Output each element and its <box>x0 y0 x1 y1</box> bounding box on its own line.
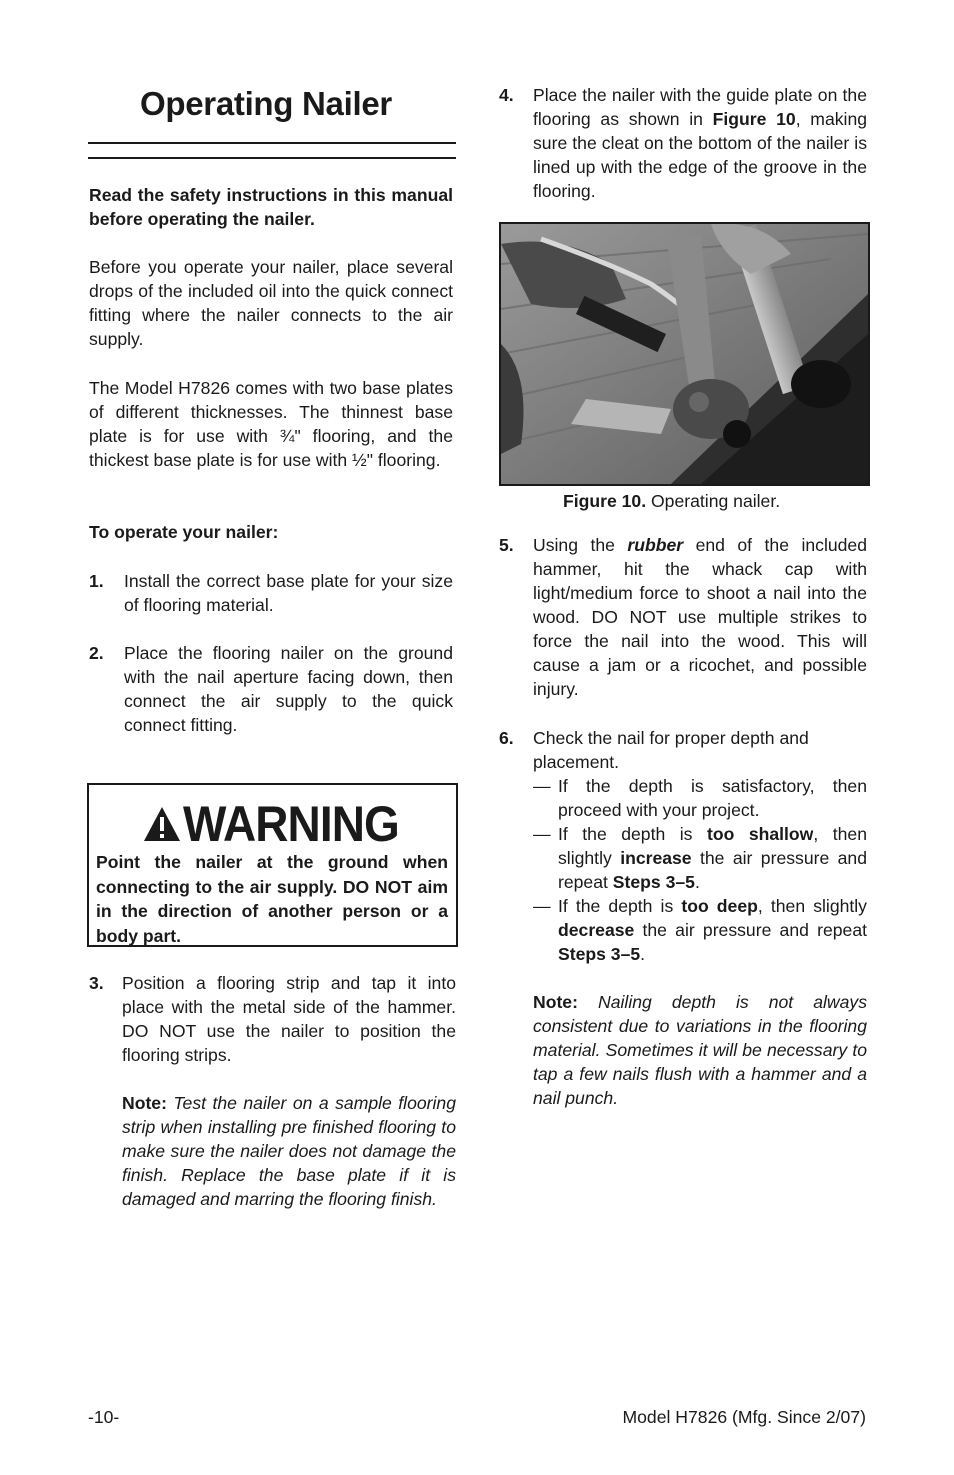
figure-caption-text: Operating nailer. <box>651 491 781 511</box>
warning-word: WARNING <box>183 796 399 852</box>
warning-box <box>87 783 458 947</box>
step-text: Install the correct base plate for your size of flooring material. <box>124 571 453 615</box>
dash-text-part: , then slightly <box>558 824 867 868</box>
step-3-note <box>122 1091 456 1211</box>
figure-10-photo <box>499 222 870 486</box>
too-deep-emphasis: too deep <box>681 896 758 916</box>
step-3 <box>89 971 456 1071</box>
increase-emphasis: increase <box>620 848 692 868</box>
emphasis-rubber: rubber <box>627 535 684 555</box>
step-text-part: end of the included hammer, hit the whack cap with light/medium force to shoot a nail into the wood. DO NOT use multiple strikes to force the nail into the wood. This will cause a jam or a ricochet, and possible injury. <box>533 535 867 699</box>
step-text-part: Using the <box>533 535 628 555</box>
warning-triangle-icon <box>143 806 181 842</box>
dash-text <box>558 822 867 894</box>
dash-text-part: If the depth is <box>558 824 707 844</box>
step-4 <box>499 83 867 208</box>
step-text <box>533 533 867 701</box>
warning-text: Point the nailer at the ground when connecting to the air supply. DO NOT aim in the direction of another person or a body part. <box>96 852 448 946</box>
depth-satisfactory-line <box>533 774 867 824</box>
decrease-emphasis: decrease <box>558 920 635 940</box>
dash-text-part: , then slightly <box>757 896 867 916</box>
warning-header <box>143 795 418 853</box>
figure-reference: Figure 10 <box>712 109 796 129</box>
dash-marker: — <box>533 824 551 844</box>
dash-marker: — <box>533 896 551 916</box>
step-number: 3. <box>89 973 104 993</box>
step-6 <box>499 726 867 776</box>
dash-text: If the depth is satisfactory, then proceed with your project. <box>558 776 867 820</box>
step-number: 1. <box>89 571 104 591</box>
dash-text-part: . <box>694 872 700 892</box>
step-5 <box>499 533 867 703</box>
baseplates-paragraph: The Model H7826 comes with two base plates of different thicknesses. The thinnest base plate is for use with ¾" flooring, and the thickest base plate is for use with ½" flooring. <box>89 378 453 470</box>
dash-text-part: the air pressure and repeat <box>558 848 867 892</box>
too-shallow-emphasis: too shallow <box>706 824 814 844</box>
note-body: Test the nailer on a sample flooring strip when installing pre finished flooring to make sure the nailer does not damage the finish. Replace the base plate if it is damaged and marring the flooring finish. <box>122 1093 456 1209</box>
step-number: 4. <box>499 85 514 105</box>
step-text: Place the flooring nailer on the ground with the nail aperture facing down, then connect the air supply to the quick connect fitting. <box>124 643 453 735</box>
note-label: Note: <box>533 992 578 1012</box>
step-number: 6. <box>499 728 514 748</box>
step-text: Position a flooring strip and tap it into place with the metal side of the hammer. DO NOT use the nailer to position the flooring strips. <box>122 973 456 1065</box>
depth-too-deep-line <box>533 894 867 969</box>
figure-caption <box>563 489 780 513</box>
step-2 <box>89 641 453 741</box>
title-rule-top <box>88 142 456 144</box>
dash-text-part: If the depth is <box>558 896 682 916</box>
step-text-part: , making sure the cleat on the bottom of the nailer is lined up with the edge of the groove in the flooring. <box>533 109 868 201</box>
dash-marker: — <box>533 776 551 796</box>
page-number: -10- <box>88 1407 120 1427</box>
step-number: 2. <box>89 643 104 663</box>
dash-text <box>558 894 867 966</box>
step-text: Check the nail for proper depth and placement. <box>533 728 809 772</box>
to-operate-heading: To operate your nailer: <box>89 522 279 542</box>
step-text-part: Place the nailer with the guide plate on the flooring as shown in <box>533 85 867 129</box>
depth-too-shallow-line <box>533 822 867 897</box>
steps-reference: Steps 3–5 <box>612 872 695 892</box>
page-title: Operating Nailer <box>140 85 392 122</box>
step-text <box>533 83 867 203</box>
step-number: 5. <box>499 535 514 555</box>
note-label: Note: <box>122 1093 167 1113</box>
dash-text-part: . <box>640 944 646 964</box>
dash-text-part: the air pressure and repeat <box>634 920 867 940</box>
title-rule-bottom <box>88 157 456 159</box>
safety-intro: Read the safety instructions in this manual before operating the nailer. <box>89 185 453 229</box>
figure-label: Figure 10. <box>563 491 647 511</box>
step-1 <box>89 569 453 619</box>
operating-nailer-image <box>501 224 868 484</box>
steps-reference: Steps 3–5 <box>558 944 641 964</box>
oil-paragraph: Before you operate your nailer, place several drops of the included oil into the quick connect fitting where the nailer connects to the air supply. <box>89 257 453 349</box>
step-6-note <box>533 990 867 1110</box>
note-body: Nailing depth is not always consistent due to variations in the flooring material. Sometimes it will be necessary to tap a few nails flush with a hammer and a nail punch. <box>533 992 868 1108</box>
footer-model: Model H7826 (Mfg. Since 2/07) <box>622 1407 866 1427</box>
